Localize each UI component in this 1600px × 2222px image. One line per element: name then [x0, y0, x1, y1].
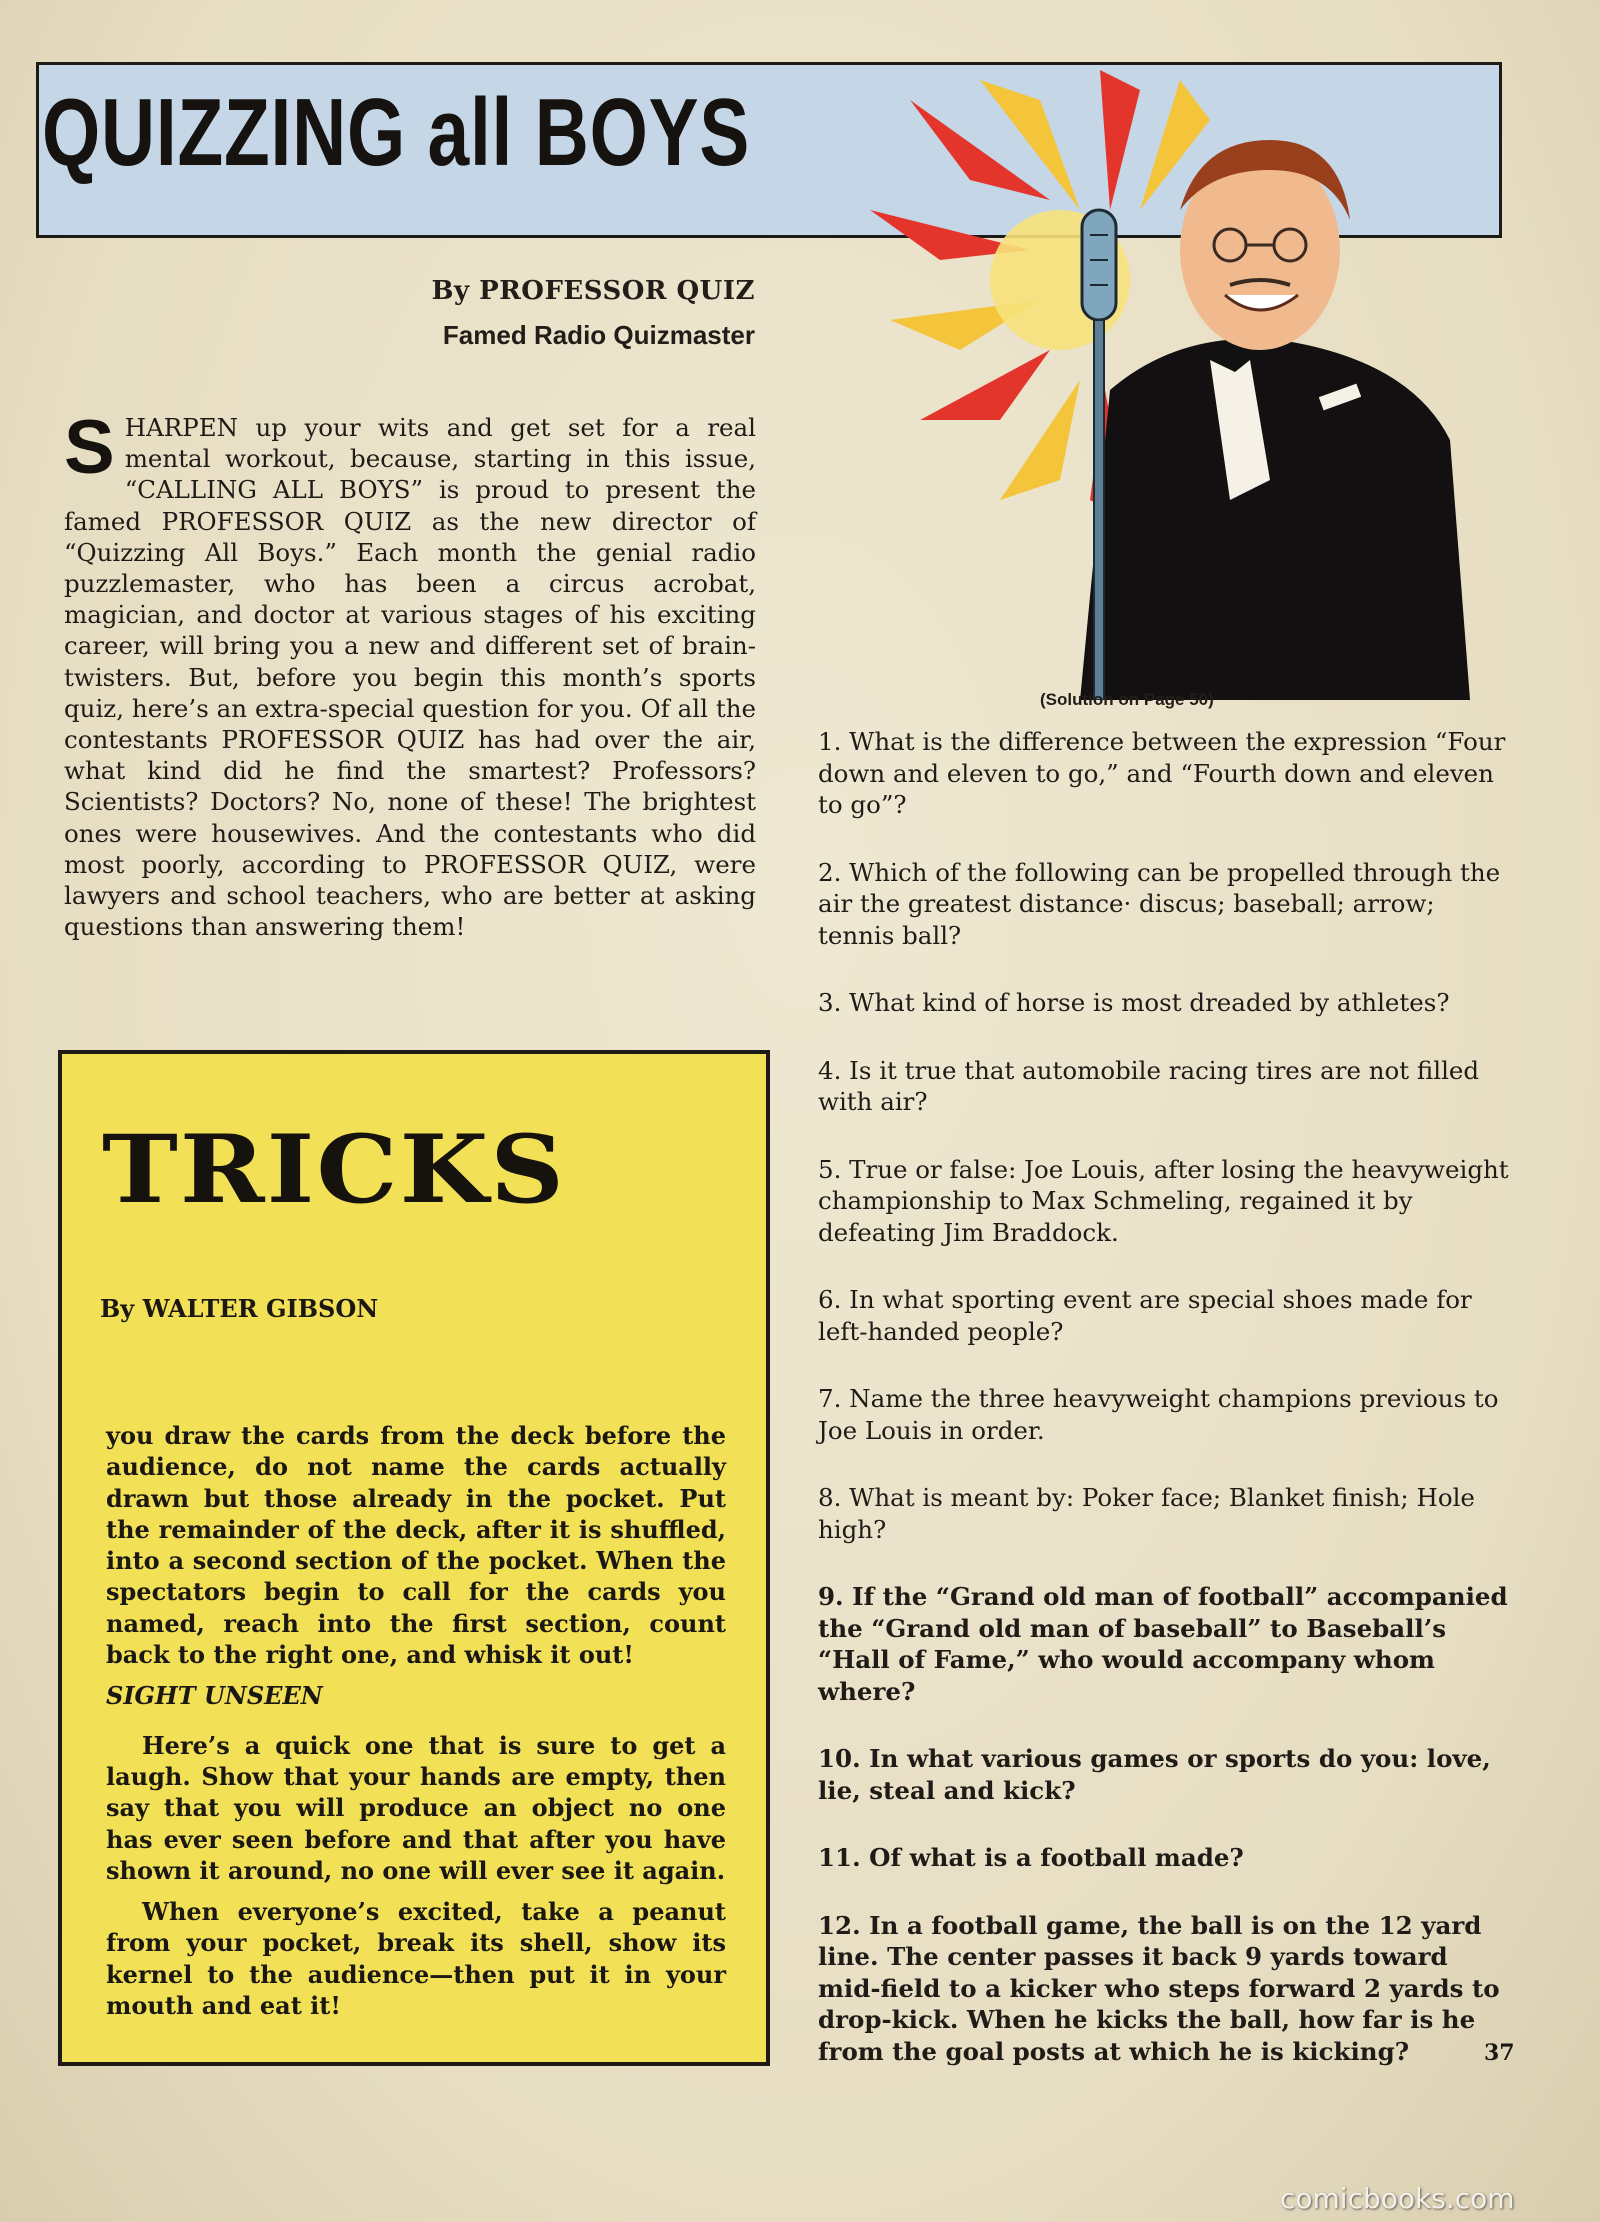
tricks-box	[58, 1050, 770, 2066]
question-item: 4. Is it true that automobile racing tires are not filled with air?	[818, 1055, 1480, 1116]
question-item: 8. What is meant by: Poker face; Blanket finish; Hole high?	[818, 1483, 1475, 1544]
intro-paragraph	[64, 405, 756, 942]
question-item: 5. True or false: Joe Louis, after losing the heavyweight championship to Max Schmeling, regained it by defeating Jim Braddock.	[818, 1154, 1509, 1247]
question-item: 6. In what sporting event are special shoes made for left-handed people?	[818, 1285, 1472, 1346]
solution-caption: (Solution on Page 50)	[1040, 690, 1214, 709]
tricks-title: TRICKS	[102, 1114, 566, 1226]
question-item: 9. If the “Grand old man of football” accompanied the “Grand old man of baseball” to Baseball’s “Hall of Fame,” who would accompany whom where?	[818, 1582, 1508, 1706]
question-item: 2. Which of the following can be propelled through the air the greatest distance· discus; baseball; arrow; tennis ball?	[818, 857, 1501, 950]
quiz-questions	[818, 726, 1510, 2103]
tricks-subtitle: SIGHT UNSEEN	[106, 1681, 323, 1711]
question-item: 1. What is the difference between the expression “Four down and eleven to go,” and “Fourth down and eleven to go”?	[818, 727, 1506, 819]
tricks-paragraph: you draw the cards from the deck before the audience, do not name the cards actually drawn but those already in the pocket. Put the remainder of the deck, after it is shuffled, into a second section of the pocket. When the spectators begin to call for the cards you named, reach into the first section, count back to the right one, and whisk it out!	[106, 1421, 726, 1670]
tricks-body	[106, 1420, 726, 2031]
tricks-paragraph: When everyone’s excited, take a peanut from your pocket, break its shell, show its kernel to the audience—then put it in your mouth and eat it!	[106, 1897, 726, 2021]
tricks-byline: By WALTER GIBSON	[100, 1294, 379, 1323]
intro-text: HARPEN up your wits and get set for a real mental workout, because, starting in this issue, “CALLING ALL BOYS” is proud to present the famed PROFESSOR QUIZ as the new director of “Quizzing All Boys.” Each month the genial radio puzzlemaster, who has been a circus acrobat, magician, and doctor at various stages of his exciting career, will bring you a new and different set of brain-twisters. But, before you begin this month’s sports quiz, here’s an extra-special question for you. Of all the contestants PROFESSOR QUIZ has had over the air, what kind did he find the smartest? Professors? Scientists? Doctors? No, none of these! The brightest ones were housewives. And the contestants who did most poorly, according to PROFESSOR QUIZ, were lawyers and school teachers, who are better at asking questions than answering them!	[64, 413, 756, 942]
author-role: Famed Radio Quizmaster	[442, 320, 755, 350]
author-byline: By PROFESSOR QUIZ	[431, 276, 755, 306]
question-item: 12. In a football game, the ball is on the 12 yard line. The center passes it back 9 yards toward mid-field to a kicker who steps forward 2 yards to drop-kick. When he kicks the ball, how far is he from the goal posts at which he is kicking?	[818, 1910, 1500, 2066]
professor-quiz-illustration	[850, 60, 1490, 700]
question-item: 3. What kind of horse is most dreaded by athletes?	[818, 988, 1450, 1017]
question-item: 11. Of what is a football made?	[818, 1843, 1244, 1872]
question-item: 7. Name the three heavyweight champions previous to Joe Louis in order.	[818, 1384, 1499, 1445]
watermark: comicbooks.com	[1280, 2182, 1515, 2215]
tricks-paragraph: Here’s a quick one that is sure to get a laugh. Show that your hands are empty, then say that you will produce an object no one has ever seen before and that after you have shown it around, no one will ever see it again.	[106, 1730, 726, 1885]
drop-cap: S	[64, 405, 115, 490]
question-item: 10. In what various games or sports do you: love, lie, steal and kick?	[818, 1744, 1491, 1805]
page-title: QUIZZING all BOYS	[42, 79, 751, 186]
page-number: 37	[1484, 2040, 1515, 2066]
